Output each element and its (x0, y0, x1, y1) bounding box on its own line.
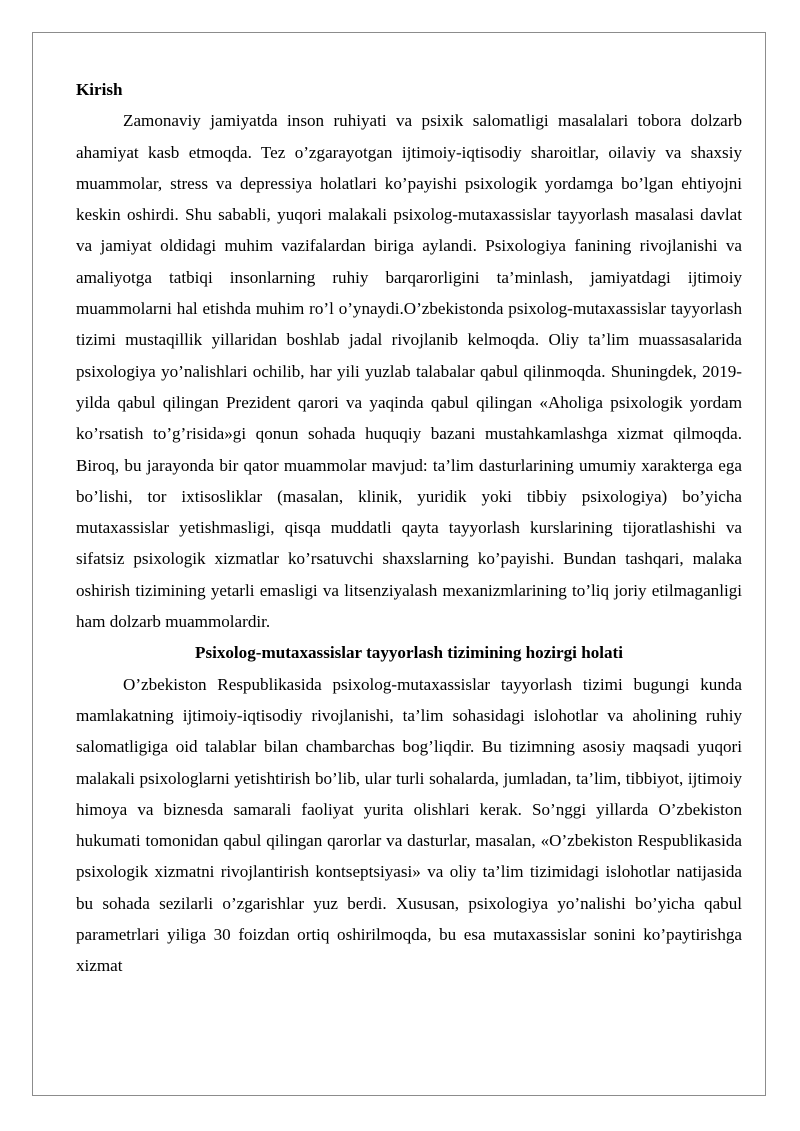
intro-paragraph: Zamonaviy jamiyatda inson ruhiyati va psixik salomatligi masalalari tobora dolzarb ahamiyat kasb etmoqda. Tez o’zgarayotgan ijtimoiy-iqtisodiy sharoitlar, oilaviy va shaxsiy muammolar, stress va depressiya holatlari ko’payishi psixologik yordamga bo’lgan ehtiyojni keskin oshirdi. Shu sababli, yuqori malakali psixolog-mutaxassislar tayyorlash masalasi davlat va jamiyat oldidagi muhim vazifalardan biriga aylandi. Psixologiya fanining rivojlanishi va amaliyotga tatbiqi insonlarning ruhiy barqarorligini ta’minlash, jamiyatdagi ijtimoiy muammolarni hal etishda muhim ro’l o’ynaydi.O’zbekistonda psixolog-mutaxassislar tayyorlash tizimi mustaqillik yillaridan boshlab jadal rivojlanib kelmoqda. Oliy ta’lim muassasalarida psixologiya yo’nalishlari ochilib, har yili yuzlab talabalar qabul qilinmoqda. Shuningdek, 2019-yilda qabul qilingan Prezident qarori va yaqinda qabul qilingan «Aholiga psixologik yordam ko’rsatish to’g’risida»gi qonun sohada huquqiy bazani mustahkamlashga xizmat qilmoqda. Biroq, bu jarayonda bir qator muammolar mavjud: ta’lim dasturlarining umumiy xarakterga ega bo’lishi, tor ixtisosliklar (masalan, klinik, yuridik yoki tibbiy psixologiya) bo’yicha mutaxassislar yetishmasligi, qisqa muddatli qayta tayyorlash kurslarining tijoratlashishi va sifatsiz psixologik xizmatlar ko’rsatuvchi shaxslarning ko’payishi. Bundan tashqari, malaka oshirish tizimining yetarli emasligi va litsenziyalash mexanizmlarining to’liq joriy etilmaganligi ham dolzarb muammolardir. (76, 111, 742, 632)
heading-intro: Kirish (76, 80, 123, 99)
section-paragraph: O’zbekiston Respublikasida psixolog-mutaxassislar tayyorlash tizimi bugungi kunda mamlakatning ijtimoiy-iqtisodiy rivojlanishi, ta’lim sohasidagi islohotlar va aholining ruhiy salomatligiga oid talablar bilan chambarchas bog’liqdir. Bu tizimning asosiy maqsadi yuqori malakali psixologlarni yetishtirish bo’lib, ular turli sohalarda, jumladan, ta’lim, tibbiyot, ijtimoiy himoya va biznesda samarali faoliyat yurita olishlari kerak. So’nggi yillarda O’zbekiston hukumati tomonidan qabul qilingan qarorlar va dasturlar, masalan, «O’zbekiston Respublikasida psixologik xizmatni rivojlantirish kontseptsiyasi» va oliy ta’lim tizimidagi islohotlar natijasida bu sohada sezilarli o’zgarishlar yuz berdi. Xususan, psixologiya yo’nalishi bo’yicha qabul parametrlari yiliga 30 foizdan ortiq oshirilmoqda, bu esa mutaxassislar sonini ko’paytirishga xizmat (76, 674, 742, 976)
document-body (76, 74, 742, 982)
section-heading: Psixolog-mutaxassislar tayyorlash tizimining hozirgi holati (195, 643, 623, 663)
